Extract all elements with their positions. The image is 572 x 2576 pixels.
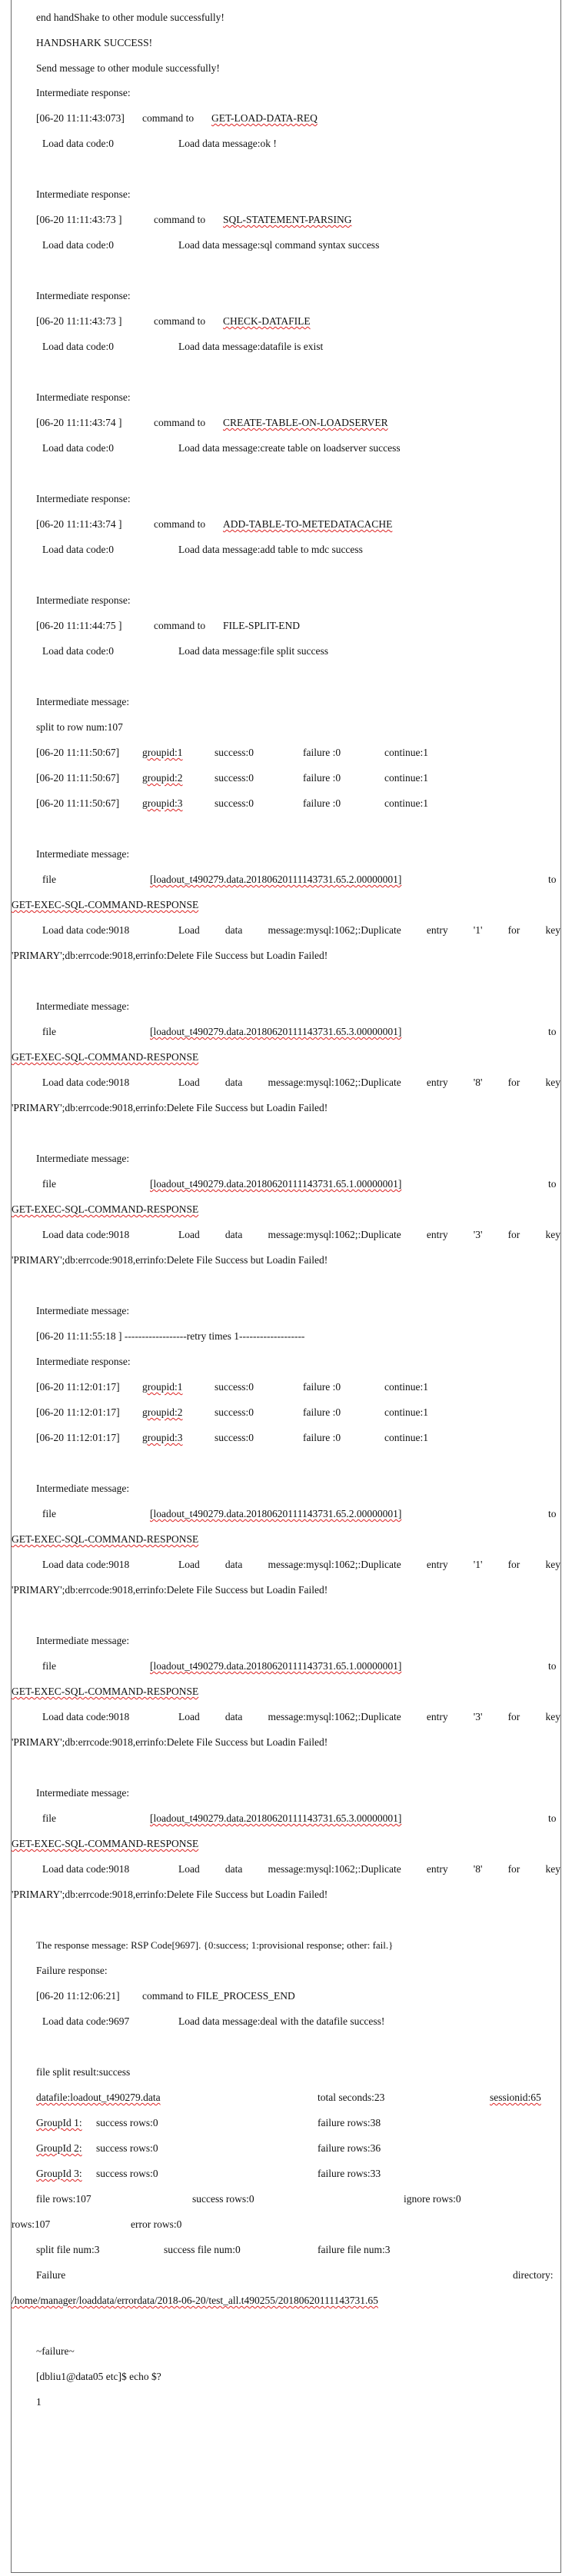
file-name: [loadout_t490279.data.20180620111143731.65.2.00000001] (150, 874, 402, 885)
load-message-line (178, 441, 401, 454)
to-label: to (548, 874, 557, 885)
command-to-label: command to (154, 518, 206, 530)
intermediate-label: Intermediate response: (36, 87, 131, 98)
success-rows-total: success rows:0 (192, 2193, 254, 2205)
load-word: Load (178, 1229, 200, 1240)
group-row-time: [06-20 11:11:50:67] (36, 747, 120, 758)
session-id: sessionid:65 (490, 2092, 541, 2103)
group-label: GroupId 1: (36, 2117, 82, 2128)
response-command: CHECK-DATAFILE (223, 315, 311, 327)
for-word: for (507, 1229, 520, 1240)
load-code-prefix: Load data code: (42, 442, 109, 454)
file-label: file (42, 1178, 56, 1190)
response-command: ADD-TABLE-TO-METEDATACACHE (223, 518, 393, 530)
final-load-message: Load data message:deal with the datafile success! (178, 2015, 385, 2027)
file-rows: file rows:107 (36, 2193, 91, 2205)
failure-response-label: Failure response: (36, 1965, 108, 1976)
primary-errcode-line: 'PRIMARY';db:errcode:9018,errinfo:Delete File Success but Loadin Failed! (12, 1584, 328, 1596)
intermediate-message-label: Intermediate message: (36, 1787, 130, 1799)
command-to-label: command to (142, 112, 195, 124)
primary-errcode-line: 'PRIMARY';db:errcode:9018,errinfo:Delete File Success but Loadin Failed! (12, 950, 328, 961)
response-command: GET-EXEC-SQL-COMMAND-RESPONSE (12, 1203, 199, 1215)
intermediate-label: Intermediate response: (36, 1356, 131, 1367)
entry-word: entry (426, 924, 448, 936)
error-rows: error rows:0 (131, 2218, 182, 2230)
group-row-continue: continue:1 (384, 772, 428, 784)
response-time: [06-20 11:11:43:73 ] (36, 214, 122, 225)
file-label: file (42, 1812, 56, 1824)
group-row-failure: failure :0 (303, 1432, 341, 1443)
rows-total: rows:107 (12, 2218, 51, 2230)
primary-errcode-line: 'PRIMARY';db:errcode:9018,errinfo:Delete File Success but Loadin Failed! (12, 1736, 328, 1748)
intermediate-label: Intermediate response: (36, 391, 131, 403)
load-message-line (178, 238, 379, 251)
send-message-line: Send message to other module successfully! (36, 62, 220, 74)
load-message-line (178, 644, 328, 657)
load-message-prefix: Load data message: (178, 138, 261, 149)
entry-value: '1' (473, 1559, 483, 1570)
load-message-line (178, 137, 277, 150)
group-row-success: success:0 (214, 1406, 254, 1418)
group-row-success: success:0 (214, 1381, 254, 1393)
group-row-id: groupid:1 (142, 1381, 183, 1393)
entry-word: entry (426, 1077, 448, 1088)
to-label: to (548, 1178, 557, 1190)
final-time: [06-20 11:12:06:21] (36, 1990, 120, 2002)
retry-line: [06-20 11:11:55:18 ] ------------------retry times 1------------------- (36, 1330, 305, 1342)
message-text: message:mysql:1062;:Duplicate (268, 1559, 401, 1570)
justified-load-line (12, 1710, 560, 1723)
justified-load-line (12, 1228, 560, 1241)
response-command: GET-EXEC-SQL-COMMAND-RESPONSE (12, 1686, 199, 1697)
load-code-text: Load data code:9018 (42, 1863, 130, 1875)
group-row-failure: failure :0 (303, 747, 341, 758)
load-code-line (42, 644, 114, 657)
group-row-id: groupid:3 (142, 797, 183, 809)
group-row-id: groupid:3 (142, 1432, 183, 1443)
entry-word: entry (426, 1863, 448, 1875)
group-row-success: success:0 (214, 772, 254, 784)
key-word: key (545, 1229, 560, 1240)
data-word: data (224, 1229, 243, 1240)
load-message-value: ok ! (260, 138, 277, 149)
ignore-rows: ignore rows:0 (404, 2193, 461, 2205)
key-word: key (545, 924, 560, 936)
group-row-id: groupid:1 (142, 747, 183, 758)
response-command: GET-EXEC-SQL-COMMAND-RESPONSE (12, 1051, 199, 1063)
group-row-failure: failure :0 (303, 1406, 341, 1418)
intermediate-label: Intermediate response: (36, 493, 131, 504)
justified-load-line (12, 924, 560, 937)
data-word: data (224, 924, 243, 936)
group-success-rows: success rows:0 (96, 2168, 158, 2179)
load-code-text: Load data code:9018 (42, 924, 130, 936)
response-time: [06-20 11:11:43:073] (36, 112, 125, 124)
intermediate-message-label: Intermediate message: (36, 1483, 130, 1494)
command-to-label: command to (154, 620, 206, 631)
key-word: key (545, 1863, 560, 1875)
entry-word: entry (426, 1711, 448, 1722)
response-command: GET-EXEC-SQL-COMMAND-RESPONSE (12, 1533, 199, 1545)
load-code-prefix: Load data code: (42, 341, 109, 352)
load-message-prefix: Load data message: (178, 442, 261, 454)
file-name: [loadout_t490279.data.20180620111143731.65.2.00000001] (150, 1508, 402, 1519)
load-code-text: Load data code:9018 (42, 1559, 130, 1570)
group-row-continue: continue:1 (384, 1432, 428, 1443)
entry-value: '8' (473, 1863, 483, 1875)
group-row-time: [06-20 11:12:01:17] (36, 1406, 120, 1418)
intermediate-message-label: Intermediate message: (36, 1153, 130, 1164)
group-success-rows: success rows:0 (96, 2117, 158, 2128)
intermediate-label: Intermediate response: (36, 594, 131, 606)
file-name: [loadout_t490279.data.20180620111143731.65.3.00000001] (150, 1026, 402, 1037)
entry-value: '1' (473, 924, 483, 936)
directory-word: directory: (513, 2269, 554, 2281)
final-load-code: Load data code:9697 (42, 2015, 130, 2027)
to-label: to (548, 1508, 557, 1519)
datafile-name: datafile:loadout_t490279.data (36, 2092, 161, 2103)
load-message-value: sql command syntax success (260, 239, 380, 251)
primary-errcode-line: 'PRIMARY';db:errcode:9018,errinfo:Delete File Success but Loadin Failed! (12, 1254, 328, 1266)
load-message-value: create table on loadserver success (260, 442, 401, 454)
document-page (11, 0, 561, 2573)
failure-tag: ~failure~ (36, 2345, 75, 2357)
message-text: message:mysql:1062;:Duplicate (268, 1077, 401, 1088)
load-code-value: 0 (108, 442, 114, 454)
response-command: GET-LOAD-DATA-REQ (211, 112, 318, 124)
load-message-line (178, 340, 323, 353)
load-code-prefix: Load data code: (42, 239, 109, 251)
entry-value: '3' (473, 1711, 483, 1722)
data-word: data (224, 1077, 243, 1088)
intermediate-message-label: Intermediate message: (36, 848, 130, 860)
group-row-success: success:0 (214, 797, 254, 809)
justified-load-line (12, 1862, 560, 1875)
message-text: message:mysql:1062;:Duplicate (268, 924, 401, 936)
key-word: key (545, 1711, 560, 1722)
load-code-line (42, 441, 114, 454)
load-code-line (42, 340, 114, 353)
response-command: CREATE-TABLE-ON-LOADSERVER (223, 417, 388, 428)
to-label: to (548, 1660, 557, 1672)
response-time: [06-20 11:11:44:75 ] (36, 620, 122, 631)
entry-word: entry (426, 1559, 448, 1570)
group-row-time: [06-20 11:11:50:67] (36, 772, 120, 784)
split-result-title: file split result:success (36, 2066, 131, 2078)
response-command: GET-EXEC-SQL-COMMAND-RESPONSE (12, 899, 199, 910)
group-row-id: groupid:2 (142, 772, 183, 784)
primary-errcode-line: 'PRIMARY';db:errcode:9018,errinfo:Delete File Success but Loadin Failed! (12, 1889, 328, 1900)
for-word: for (507, 1559, 520, 1570)
load-code-value: 0 (108, 544, 114, 555)
load-message-prefix: Load data message: (178, 341, 261, 352)
load-code-text: Load data code:9018 (42, 1229, 130, 1240)
group-failure-rows: failure rows:36 (318, 2142, 381, 2154)
load-code-value: 0 (108, 138, 114, 149)
group-label: GroupId 3: (36, 2168, 82, 2179)
rsp-code-line: The response message: RSP Code[9697]. {0:success; 1:provisional response; other: fail.} (36, 1939, 394, 1951)
response-command: SQL-STATEMENT-PARSING (223, 214, 352, 225)
key-word: key (545, 1559, 560, 1570)
entry-word: entry (426, 1229, 448, 1240)
to-label: to (548, 1026, 557, 1037)
response-time: [06-20 11:11:43:74 ] (36, 417, 122, 428)
load-message-prefix: Load data message: (178, 239, 261, 251)
command-to-label: command to (154, 315, 206, 327)
file-name: [loadout_t490279.data.20180620111143731.65.1.00000001] (150, 1178, 402, 1190)
handshark-success-line: HANDSHARK SUCCESS! (36, 37, 153, 48)
file-name: [loadout_t490279.data.20180620111143731.65.3.00000001] (150, 1812, 402, 1824)
split-row-num: split to row num:107 (36, 721, 123, 733)
group-row-success: success:0 (214, 1432, 254, 1443)
load-word: Load (178, 924, 200, 936)
failure-word: Failure (36, 2269, 66, 2281)
intermediate-label: Intermediate response: (36, 188, 131, 200)
group-row-continue: continue:1 (384, 747, 428, 758)
load-word: Load (178, 1711, 200, 1722)
group-success-rows: success rows:0 (96, 2142, 158, 2154)
group-row-failure: failure :0 (303, 797, 341, 809)
group-row-id: groupid:2 (142, 1406, 183, 1418)
for-word: for (507, 924, 520, 936)
load-message-prefix: Load data message: (178, 544, 261, 555)
load-message-value: datafile is exist (260, 341, 324, 352)
load-message-value: file split success (260, 645, 328, 657)
group-row-time: [06-20 11:12:01:17] (36, 1432, 120, 1443)
file-label: file (42, 1508, 56, 1519)
command-to-label: command to (154, 214, 206, 225)
key-word: key (545, 1077, 560, 1088)
intermediate-message-label: Intermediate message: (36, 1000, 130, 1012)
response-time: [06-20 11:11:43:74 ] (36, 518, 122, 530)
failure-file-num: failure file num:3 (318, 2244, 391, 2255)
group-row-failure: failure :0 (303, 1381, 341, 1393)
load-code-prefix: Load data code: (42, 645, 109, 657)
load-message-line (178, 543, 363, 556)
load-code-line (42, 238, 114, 251)
file-label: file (42, 874, 56, 885)
file-name: [loadout_t490279.data.20180620111143731.65.1.00000001] (150, 1660, 402, 1672)
shell-prompt: [dbliu1@data05 etc]$ echo $? (36, 2371, 161, 2382)
to-label: to (548, 1812, 557, 1824)
group-row-failure: failure :0 (303, 772, 341, 784)
load-code-line (42, 137, 114, 150)
load-code-line (42, 543, 114, 556)
file-label: file (42, 1026, 56, 1037)
group-row-continue: continue:1 (384, 1381, 428, 1393)
success-file-num: success file num:0 (164, 2244, 241, 2255)
entry-value: '3' (473, 1229, 483, 1240)
intermediate-label: Intermediate response: (36, 290, 131, 301)
error-directory-path: /home/manager/loaddata/errordata/2018-06-20/test_all.t490255/20180620111143731.65 (12, 2295, 378, 2306)
justified-load-line (12, 1558, 560, 1571)
group-failure-rows: failure rows:38 (318, 2117, 381, 2128)
justified-load-line (12, 1076, 560, 1089)
load-code-value: 0 (108, 239, 114, 251)
group-row-success: success:0 (214, 747, 254, 758)
group-row-time: [06-20 11:12:01:17] (36, 1381, 120, 1393)
load-code-prefix: Load data code: (42, 138, 109, 149)
intermediate-message-label: Intermediate message: (36, 696, 130, 707)
load-code-text: Load data code:9018 (42, 1077, 130, 1088)
load-message-value: add table to mdc success (260, 544, 363, 555)
for-word: for (507, 1711, 520, 1722)
group-failure-rows: failure rows:33 (318, 2168, 381, 2179)
load-code-value: 0 (108, 645, 114, 657)
intermediate-message-label: Intermediate message: (36, 1635, 130, 1646)
data-word: data (224, 1559, 243, 1570)
exit-code: 1 (36, 2396, 42, 2408)
split-file-num: split file num:3 (36, 2244, 100, 2255)
group-label: GroupId 2: (36, 2142, 82, 2154)
command-to-label: command to (154, 417, 206, 428)
load-code-prefix: Load data code: (42, 544, 109, 555)
final-command: command to FILE_PROCESS_END (142, 1990, 295, 2002)
group-row-continue: continue:1 (384, 1406, 428, 1418)
load-word: Load (178, 1863, 200, 1875)
handshake-line: end handShake to other module successfully! (36, 12, 224, 23)
entry-value: '8' (473, 1077, 483, 1088)
message-text: message:mysql:1062;:Duplicate (268, 1863, 401, 1875)
group-row-continue: continue:1 (384, 797, 428, 809)
primary-errcode-line: 'PRIMARY';db:errcode:9018,errinfo:Delete File Success but Loadin Failed! (12, 1102, 328, 1113)
response-command: FILE-SPLIT-END (223, 620, 300, 631)
message-text: message:mysql:1062;:Duplicate (268, 1229, 401, 1240)
for-word: for (507, 1863, 520, 1875)
data-word: data (224, 1863, 243, 1875)
intermediate-message-label: Intermediate message: (36, 1305, 130, 1316)
group-row-time: [06-20 11:11:50:67] (36, 797, 120, 809)
total-seconds: total seconds:23 (318, 2092, 385, 2103)
response-command: GET-EXEC-SQL-COMMAND-RESPONSE (12, 1838, 199, 1849)
message-text: message:mysql:1062;:Duplicate (268, 1711, 401, 1722)
load-code-text: Load data code:9018 (42, 1711, 130, 1722)
file-label: file (42, 1660, 56, 1672)
load-code-value: 0 (108, 341, 114, 352)
for-word: for (507, 1077, 520, 1088)
response-time: [06-20 11:11:43:73 ] (36, 315, 122, 327)
load-word: Load (178, 1559, 200, 1570)
load-message-prefix: Load data message: (178, 645, 261, 657)
data-word: data (224, 1711, 243, 1722)
load-word: Load (178, 1077, 200, 1088)
